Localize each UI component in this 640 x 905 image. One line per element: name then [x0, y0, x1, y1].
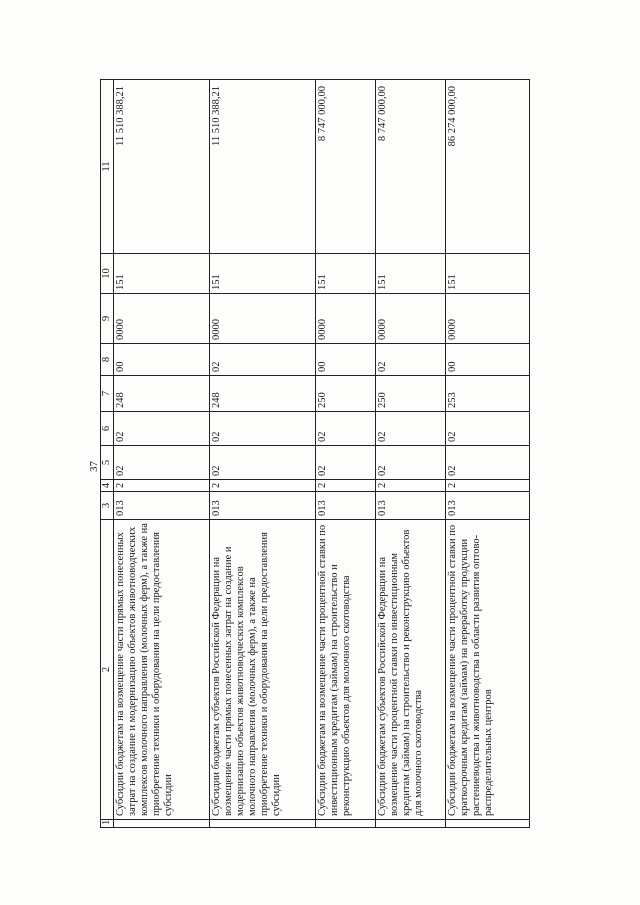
subgroup-code-cell: 02: [316, 446, 376, 480]
element-code-cell: 00: [114, 344, 210, 376]
table-row: [210, 80, 316, 828]
rotated-content: [86, 80, 522, 828]
group-code-cell: 2: [210, 480, 316, 492]
economic-code-cell: 151: [316, 254, 376, 294]
amount-cell: 8 747 000,00: [316, 80, 376, 254]
element-code-cell: 00: [446, 344, 530, 376]
economic-code-cell: 151: [376, 254, 446, 294]
admin-code-cell: 013: [114, 492, 210, 520]
page-number: 37: [88, 461, 100, 472]
economic-code-cell: 151: [210, 254, 316, 294]
header-cell: 4: [101, 480, 114, 492]
subgroup-code-cell: 02: [114, 446, 210, 480]
header-row: [101, 80, 114, 828]
description-cell: Субсидии бюджетам на возмещение части процентной ставки по краткосрочным кредитам (займам) на переработку продукции растениеводства и животноводства в области развития оптово-распределительных центров: [446, 520, 530, 820]
economic-code-cell: 151: [114, 254, 210, 294]
header-cell: 1: [101, 820, 114, 828]
element-code-cell: 02: [376, 344, 446, 376]
description-cell: Субсидии бюджетам субъектов Российской Федерации на возмещение части процентной ставки по инвестиционным кредитам (займам) на строительство и реконструкцию объектов для молочного скотоводства: [376, 520, 446, 820]
header-cell: 2: [101, 520, 114, 820]
program-code-cell: 0000: [376, 294, 446, 344]
description-cell: Субсидии бюджетам на возмещение части прямых понесенных затрат на создание и модернизацию объектов животноводческих комплексов молочного направления (молочных ферм), а также на приобретение техники и оборудования на цели предоставления субсидии: [114, 520, 210, 820]
article-code-cell: 02: [446, 412, 530, 446]
row-index-cell: [446, 820, 530, 828]
header-cell: 11: [101, 80, 114, 254]
subarticle-code-cell: 253: [446, 376, 530, 412]
subarticle-code-cell: 248: [114, 376, 210, 412]
header-cell: 6: [101, 412, 114, 446]
subarticle-code-cell: 250: [376, 376, 446, 412]
header-cell: 8: [101, 344, 114, 376]
table-row: [316, 80, 376, 828]
program-code-cell: 0000: [316, 294, 376, 344]
subgroup-code-cell: 02: [446, 446, 530, 480]
admin-code-cell: 013: [376, 492, 446, 520]
program-code-cell: 0000: [446, 294, 530, 344]
article-code-cell: 02: [210, 412, 316, 446]
row-index-cell: [210, 820, 316, 828]
admin-code-cell: 013: [316, 492, 376, 520]
row-index-cell: [376, 820, 446, 828]
table-row: [376, 80, 446, 828]
program-code-cell: 0000: [210, 294, 316, 344]
group-code-cell: 2: [376, 480, 446, 492]
row-index-cell: [114, 820, 210, 828]
subarticle-code-cell: 250: [316, 376, 376, 412]
header-cell: 5: [101, 446, 114, 480]
header-cell: 3: [101, 492, 114, 520]
article-code-cell: 02: [376, 412, 446, 446]
subgroup-code-cell: 02: [210, 446, 316, 480]
admin-code-cell: 013: [446, 492, 530, 520]
budget-table: [100, 79, 530, 828]
amount-cell: 11 510 388,21: [210, 80, 316, 254]
program-code-cell: 0000: [114, 294, 210, 344]
amount-cell: 86 274 000,00: [446, 80, 530, 254]
amount-cell: 8 747 000,00: [376, 80, 446, 254]
table-row: [114, 80, 210, 828]
element-code-cell: 00: [316, 344, 376, 376]
subarticle-code-cell: 248: [210, 376, 316, 412]
amount-cell: 11 510 388,21: [114, 80, 210, 254]
header-cell: 10: [101, 254, 114, 294]
header-cell: 9: [101, 294, 114, 344]
table-row: [446, 80, 530, 828]
article-code-cell: 02: [316, 412, 376, 446]
row-index-cell: [316, 820, 376, 828]
admin-code-cell: 013: [210, 492, 316, 520]
description-cell: Субсидии бюджетам на возмещение части процентной ставки по инвестиционным кредитам (займам) на строительство и реконструкцию объектов для молочного скотоводства: [316, 520, 376, 820]
group-code-cell: 2: [446, 480, 530, 492]
description-cell: Субсидии бюджетам субъектов Российской Федерации на возмещение части прямых понесенных затрат на создание и модернизацию объектов животноводческих комплексов молочного направления (молочных ферм), а также на приобретение техники и оборудования на цели предоставления субсидии: [210, 520, 316, 820]
subgroup-code-cell: 02: [376, 446, 446, 480]
element-code-cell: 02: [210, 344, 316, 376]
economic-code-cell: 151: [446, 254, 530, 294]
header-cell: 7: [101, 376, 114, 412]
group-code-cell: 2: [114, 480, 210, 492]
group-code-cell: 2: [316, 480, 376, 492]
article-code-cell: 02: [114, 412, 210, 446]
